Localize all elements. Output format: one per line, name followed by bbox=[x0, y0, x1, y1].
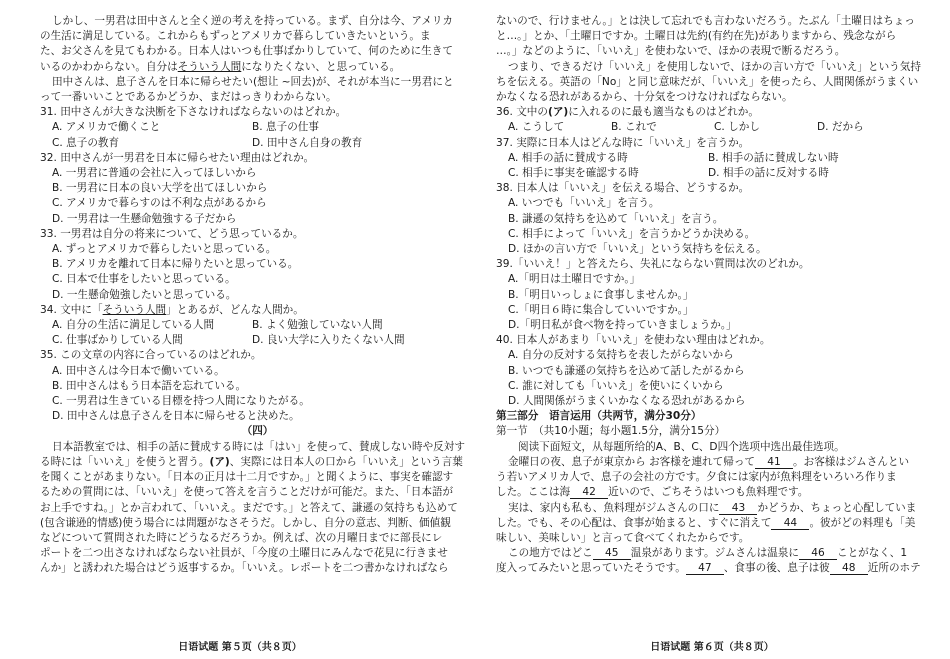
page-footer-left: 日语试题 第５页（共８页） bbox=[178, 642, 302, 653]
cloze-text: した。ここは海 bbox=[496, 486, 571, 499]
option: C.「明日６時に集合していいですか。」 bbox=[508, 303, 694, 316]
passage-line: んか」と誘われた場合はどう返事するか。「いいえ。レポートを二つ書かなければなら bbox=[40, 562, 449, 575]
option: C. 日本で仕事をしたいと思っている。 bbox=[52, 273, 236, 286]
question-text: 34. 文中に「 bbox=[40, 303, 103, 316]
cloze-text: 実は、家内も私も、魚料理がジムさんの口に bbox=[508, 501, 720, 514]
option: A. こうして bbox=[508, 121, 565, 134]
option: A. 一男君に普通の会社に入ってほしいから bbox=[52, 167, 257, 180]
cloze-text: 。彼がどの料理も「美 bbox=[809, 516, 916, 529]
cloze-text: 、食事の後、息子は彼 bbox=[723, 562, 830, 575]
option: D. 田中さん自身の教育 bbox=[252, 136, 363, 149]
blank-48: 48 bbox=[830, 562, 868, 575]
option: B. いつでも謙遜の気持ちを込めて話したがるから bbox=[508, 364, 745, 377]
question-32: 32. 田中さんが一男君を日本に帰らせたい理由はどれか。 bbox=[40, 151, 315, 164]
passage-line bbox=[40, 455, 475, 470]
passage-line: (包含谦逊的情感)使う場合には問題がなさそうだ。しかし、自分の意志、判断、価値観 bbox=[40, 516, 451, 529]
option: D. 人間関係がうまくいかなくなる恐れがあるから bbox=[508, 395, 746, 408]
option: D. 一生懸命勉強したいと思っている。 bbox=[52, 288, 237, 301]
passage-line: しかし、一男君は田中さんと全く逆の考えを持っている。まず、自分は今、アメリカ bbox=[52, 15, 453, 27]
passage-line: かなくなる恐れがあるから、十分気をつけなければならない。 bbox=[496, 91, 793, 104]
blank-42: 42 bbox=[570, 486, 608, 499]
part-heading: 第三部分 语言运用（共两节，满分30分） bbox=[496, 410, 702, 423]
passage-line: と…。」とか、「土曜日ですか。土曜日は先約(有约在先)がありますから、残念ながら bbox=[496, 30, 897, 43]
option: B. 田中さんはもう日本語を忘れている。 bbox=[52, 379, 247, 392]
passage-text: になりたくない、と思っている。 bbox=[241, 60, 401, 73]
blank-41: 41 bbox=[755, 456, 793, 469]
cloze-text: この地方ではどこ bbox=[508, 547, 593, 560]
cloze-text: 温泉があります。ジムさんは温泉に bbox=[630, 547, 799, 560]
option: D. 相手の話に反対する時 bbox=[708, 167, 829, 180]
option: C. 一男君は生きている目標を持つ人間になりたがる。 bbox=[52, 395, 310, 408]
options-row bbox=[496, 166, 931, 181]
passage-line: つまり、できるだけ「いいえ」を使用しないで、ほかの言い方で「いいえ」という気持 bbox=[508, 60, 921, 73]
blank-45: 45 bbox=[593, 547, 631, 560]
question-text: に入れるのに最も適当なものはどれか。 bbox=[568, 106, 759, 119]
question-text: 」とあるが、どんな人間か。 bbox=[166, 303, 304, 316]
option: B. 一男君に日本の良い大学を出てほしいから bbox=[52, 182, 268, 195]
option: A. 自分の生活に満足している人間 bbox=[52, 319, 215, 332]
options-row bbox=[40, 120, 475, 135]
question-36 bbox=[496, 105, 931, 120]
option: A. 相手の話に賛成する時 bbox=[508, 151, 628, 164]
options-row bbox=[40, 136, 475, 151]
option: B. これで bbox=[611, 121, 657, 134]
question-text: 36. 文中の bbox=[496, 106, 548, 119]
option: D. ほかの言い方で「いいえ」という気持ちを伝える。 bbox=[508, 243, 767, 256]
blank-44: 44 bbox=[771, 517, 809, 530]
question-40: 40. 日本人があまり「いいえ」を使わない理由はどれか。 bbox=[496, 334, 771, 347]
option: B. アメリカを離れて日本に帰りたいと思っている。 bbox=[52, 258, 299, 271]
blank-46: 46 bbox=[799, 547, 837, 560]
option: B. 謙遜の気持ちを込めて「いいえ」を言う。 bbox=[508, 212, 724, 225]
options-row bbox=[40, 318, 475, 333]
passage-text: 、実際には日本人の口から「いいえ」という言葉 bbox=[229, 455, 463, 468]
blank-47: 47 bbox=[686, 562, 724, 575]
underlined-phrase: そういう人間 bbox=[102, 303, 167, 316]
cloze-text: 度入ってみたいと思っていたそうです。 bbox=[496, 562, 686, 575]
option: C. 相手に事実を確認する時 bbox=[508, 167, 639, 180]
option: A.「明日は土曜日ですか。」 bbox=[508, 273, 641, 286]
passage-line: ちを伝える。英語の「No」と同じ意味だが、「いいえ」を使ったら、人間関係がうまくい bbox=[496, 75, 919, 88]
option: C. アメリカで暮らすのは不利な点があるから bbox=[52, 197, 267, 210]
passage-line: って一番いいことであるかどうか、まだはっきりわからない。 bbox=[40, 91, 337, 104]
cloze-text: 近いので、ごちそうはいつも魚料理です。 bbox=[608, 486, 809, 499]
cloze-line bbox=[496, 485, 931, 500]
option: D. 田中さんは息子さんを日本に帰らせると決めた。 bbox=[52, 410, 300, 423]
passage-text: いるのかわからない。自分は bbox=[40, 60, 178, 73]
left-column bbox=[40, 14, 475, 577]
blank-43: 43 bbox=[719, 502, 757, 515]
passage-line: ポートを二つ出さなければならない社員が、「今度の土曜日にみんなで花見に行きませ bbox=[40, 547, 448, 560]
passage-line: 日本語教室では、相手の話に賛成する時には「はい」を使って、賛成しない時や反対す bbox=[52, 440, 465, 453]
section-heading: 第一节 （共10小题；每小题1.5分，满分15分） bbox=[496, 425, 726, 438]
page-footer-right: 日语试题 第６页（共８页） bbox=[650, 642, 774, 653]
cloze-text: 近所のホテ bbox=[867, 562, 921, 575]
cloze-line bbox=[496, 561, 931, 576]
passage-line: …。」などのように、「いいえ」を使わないで、ほかの表現で断るだろう。 bbox=[496, 45, 846, 58]
question-35: 35. この文章の内容に合っているのはどれか。 bbox=[40, 349, 262, 362]
option: C. 仕事ばかりしている人間 bbox=[52, 334, 183, 347]
question-38: 38. 日本人は「いいえ」を伝える場合、どうするか。 bbox=[496, 182, 750, 195]
question-34 bbox=[40, 303, 475, 318]
cloze-line bbox=[496, 455, 931, 470]
option: C. 相手によって「いいえ」を言うかどうか決める。 bbox=[508, 227, 756, 240]
option: A. 自分の反対する気持ちを表したがらないから bbox=[508, 349, 734, 362]
right-column bbox=[496, 14, 931, 577]
option: C. しかし bbox=[714, 121, 760, 134]
options-row bbox=[40, 333, 475, 348]
options-row bbox=[496, 120, 931, 135]
option: A. いつでも「いいえ」を言う。 bbox=[508, 197, 660, 210]
option: D. だから bbox=[817, 121, 864, 134]
option: C. 息子の教育 bbox=[52, 136, 120, 149]
option: B. 息子の仕事 bbox=[252, 121, 319, 134]
option: D.「明日私が食べ物を持っていきましょうか。」 bbox=[508, 319, 737, 332]
option: B.「明日いっしょに食事しませんか。」 bbox=[508, 288, 694, 301]
option: A. アメリカで働くこと bbox=[52, 121, 161, 134]
passage-line: を聞くことがあまりない。「日本の正月は十二月ですか。」と聞くように、事実を確認す bbox=[40, 471, 454, 484]
blank-marker: (ア) bbox=[209, 455, 230, 468]
option: D. 良い大学に入りたくない人間 bbox=[252, 334, 405, 347]
passage-line: の生活に満足している。これからもずっとアメリカで暮らしていきたいという。ま bbox=[40, 30, 431, 43]
option: A. ずっとアメリカで暮らしたいと思っている。 bbox=[52, 243, 277, 256]
passage-text: る時には「いいえ」を使うと習う。 bbox=[40, 455, 210, 468]
cloze-text: ことがなく、1 bbox=[836, 547, 908, 560]
passage-line: た、お父さんを見てもわかる。日本人はいつも仕事ばかりしていて、何のために生きて bbox=[40, 45, 453, 58]
cloze-text: 。お客様はジムさんとい bbox=[793, 455, 910, 468]
option: D. 一男君は一生懸命勉強する子だから bbox=[52, 212, 237, 225]
option: B. 相手の話に賛成しない時 bbox=[708, 151, 839, 164]
cloze-line: 味しい、美味しい」と言って食べてくれたからです。 bbox=[496, 531, 750, 544]
question-39: 39.「いいえ！」と答えたら、失礼にならない質問は次のどれか。 bbox=[496, 258, 810, 271]
cloze-text: した。でも、その心配は、食事が始まると、すぐに消えて bbox=[496, 516, 772, 529]
option: C. 誰に対しても「いいえ」を使いにくいから bbox=[508, 379, 724, 392]
passage-line: 田中さんは、息子さんを日本に帰らせたい(想让 ~回去)が、それが本当に一男君にと bbox=[52, 75, 454, 88]
question-31: 31. 田中さんが大きな決断を下さなければならないのはどれか。 bbox=[40, 106, 347, 119]
cloze-text: 金曜日の夜、息子が東京から お客様を連れて帰って bbox=[508, 455, 756, 468]
cloze-line: う若いアメリカ人で、息子の会社の方です。夕食には家内が魚料理をいろいろ作りま bbox=[496, 471, 897, 484]
section-heading: （四） bbox=[241, 425, 274, 438]
cloze-text: かどうか、ちょっと心配していま bbox=[757, 501, 917, 514]
option: A. 田中さんは今日本で働いている。 bbox=[52, 364, 225, 377]
cloze-line bbox=[496, 516, 931, 531]
passage-line: お上手ですね。」とか言われて、「いいえ。まだです。」と答えて、謙遜の気持ちも込めて bbox=[40, 501, 458, 514]
question-37: 37. 実際に日本人はどんな時に「いいえ」を言うか。 bbox=[496, 136, 750, 149]
blank-marker: (ア) bbox=[548, 106, 569, 119]
options-row bbox=[496, 151, 931, 166]
cloze-line bbox=[496, 501, 931, 516]
passage-line bbox=[40, 60, 475, 75]
instructions: 阅读下面短文，从每题所给的A、B、C、D四个选项中选出最佳选项。 bbox=[518, 440, 845, 453]
passage-line: るための質問には、「いいえ」を使って答えを言うことだけが可能だ。また、「日本語が bbox=[40, 486, 454, 499]
underlined-phrase: そういう人間 bbox=[177, 60, 242, 73]
cloze-line bbox=[496, 546, 931, 561]
passage-line: などについて質問された時にどうなるだろうか。例えば、次の月曜日までに部長にレ bbox=[40, 531, 443, 544]
passage-line: ないので、行けません。」とは決して忘れでも言わないだろう。たぶん「土曜日はちょっ bbox=[496, 15, 915, 27]
option: B. よく勉強していない人間 bbox=[252, 319, 383, 332]
question-33: 33. 一男君は自分の将来について、どう思っているか。 bbox=[40, 227, 304, 240]
